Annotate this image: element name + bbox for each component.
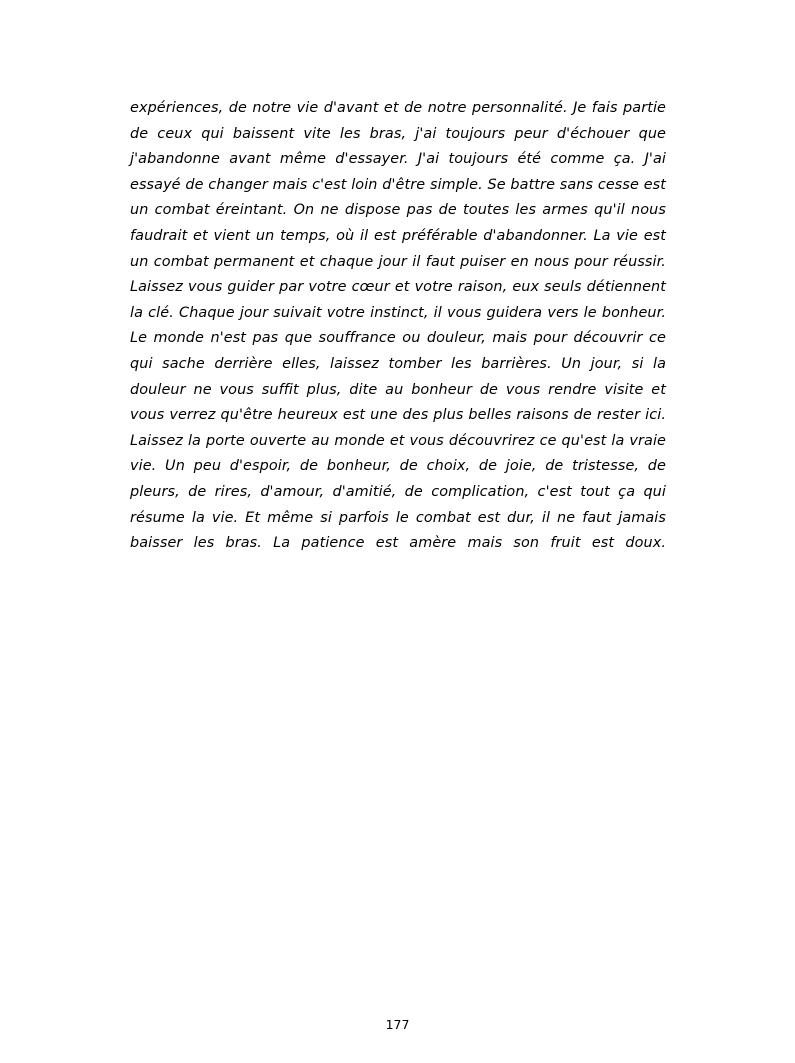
body-paragraph: expériences, de notre vie d'avant et de notre personnalité. Je fais partie de ceux qui baissent vite les bras, j'ai toujours peur d'échouer que j'abandonne avant même d'essayer. J'ai toujours été comme ça. J'ai essayé de changer mais c'est loin d'être simple. Se battre sans cesse est un combat éreintant. On ne dispose pas de toutes les armes qu'il nous faudrait et vient un temps, où il est préférable d'abandonner. La vie est un combat permanent et chaque jour il faut puiser en nous pour réussir. Laissez vous guider par votre cœur et votre raison, eux seuls détiennent la clé. Chaque jour suivait votre instinct, il vous guidera vers le bonheur. Le monde n'est pas que souffrance ou douleur, mais pour découvrir ce qui sache derrière elles, laissez tomber les barrières. Un jour, si la douleur ne vous suffit plus, dite au bonheur de vous rendre visite et vous verrez qu'être heureux est une des plus belles raisons de rester ici. Laissez la porte ouverte au monde et vous découvrirez ce qu'est la vraie vie. Un peu d'espoir, de bonheur, de choix, de joie, de tristesse, de pleurs, de rires, d'amour, d'amitié, de complication, c'est tout ça qui résume la vie. Et même si parfois le combat est dur, il ne faut jamais baisser les bras. La patience est amère mais son fruit est doux. [130, 100, 666, 552]
body-text [130, 96, 666, 582]
page-number: 177 [385, 1017, 410, 1032]
